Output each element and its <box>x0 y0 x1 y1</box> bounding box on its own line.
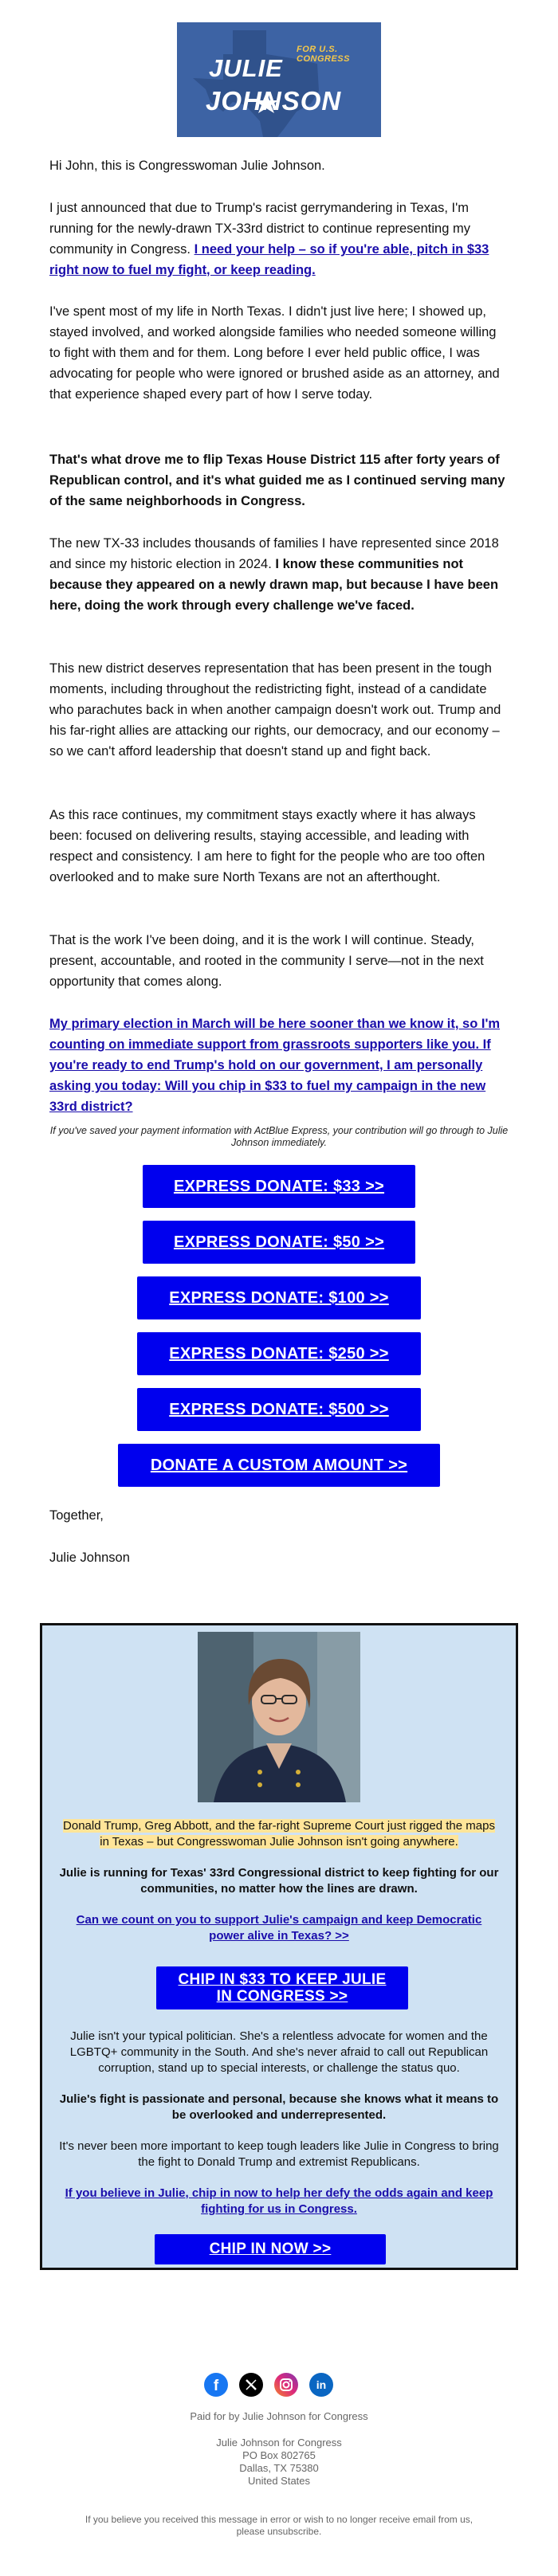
paragraph-4-text: The new TX-33 includes thousands of families I have represented since 2018 and since my historic election in 2024. <box>49 536 499 571</box>
express-donate-250-button[interactable]: EXPRESS DONATE: $250 >> <box>137 1332 421 1375</box>
support-julie-link[interactable]: Can we count on you to support Julie's campaign and keep Democratic power alive in Texas? >> <box>76 1913 482 1943</box>
signature <box>49 1547 509 1568</box>
promo-highlight-text: Donald Trump, Greg Abbott, and the far-right Supreme Court just rigged the maps in Texas – but Congresswoman Julie Johnson isn't going anywhere. <box>63 1819 495 1849</box>
linkedin-icon[interactable] <box>309 2373 333 2397</box>
paragraph-7 <box>49 930 509 992</box>
paragraph-4-bold: I know these communities not because they appeared on a newly drawn map, but because I have been here, doing the work through every challenge we've faced. <box>49 557 499 613</box>
express-donate-500-button[interactable]: EXPRESS DONATE: $500 >> <box>137 1388 421 1431</box>
facebook-icon[interactable] <box>204 2373 228 2397</box>
greeting-text: Hi John, this is Congresswoman Julie Johnson. <box>49 159 325 173</box>
paragraph-3 <box>49 449 509 512</box>
paragraph-6 <box>49 805 509 888</box>
paragraph-8 <box>49 1014 509 1117</box>
chip-in-33-keep-julie-button[interactable]: CHIP IN $33 TO KEEP JULIE IN CONGRESS >> <box>156 1966 408 2009</box>
logo-tagline-line2: CONGRESS <box>297 54 350 64</box>
signature-text: Julie Johnson <box>49 1551 130 1565</box>
footer-country: United States <box>247 2475 311 2487</box>
promo-link-2 <box>58 2186 500 2217</box>
footer-po-box: PO Box 802765 <box>242 2449 316 2461</box>
paragraph-1 <box>49 198 509 280</box>
donate-custom-amount-button[interactable]: DONATE A CUSTOM AMOUNT >> <box>118 1444 440 1487</box>
unsubscribe-note <box>49 2514 509 2538</box>
pitch-in-link[interactable]: I need your help – so if you're able, pitch in $33 right now to fuel my fight, or keep reading. <box>49 242 489 277</box>
paragraph-7-text: That is the work I've been doing, and it is the work I will continue. Steady, present, accountable, and rooted in the community I serve—not in the next opportunity that comes along. <box>49 933 484 989</box>
paragraph-3-text: That's what drove me to flip Texas House District 115 after forty years of Republican control, and it's what guided me as I continued serving many of the same neighborhoods in Congress. <box>49 453 505 508</box>
promo-text-1: Julie isn't your typical politician. She's a relentless advocate for women and the LGBTQ+ community in the South. And she's never afraid to call out Republican corruption, stand up to special interests, or challenge the status quo. <box>69 2029 489 2075</box>
x-icon[interactable] <box>239 2373 263 2397</box>
promo-link-1 <box>58 1912 500 1944</box>
express-donate-100-button[interactable]: EXPRESS DONATE: $100 >> <box>137 1276 421 1319</box>
instagram-icon[interactable] <box>274 2373 298 2397</box>
footer-address <box>49 2437 509 2488</box>
promo-highlight <box>58 1818 500 1850</box>
logo-last-name: JOHNSON <box>206 86 342 116</box>
express-donate-33-button[interactable]: EXPRESS DONATE: $33 >> <box>143 1165 415 1208</box>
campaign-logo <box>177 22 381 137</box>
signoff-text: Together, <box>49 1508 104 1523</box>
promo-box <box>40 1623 518 2270</box>
svg-text:in: in <box>316 2378 327 2391</box>
signoff <box>49 1505 509 1526</box>
footer-city: Dallas, TX 75380 <box>239 2462 319 2474</box>
paid-for-by: Paid for by Julie Johnson for Congress <box>190 2410 368 2422</box>
greeting <box>49 155 509 176</box>
chip-in-33-link[interactable]: My primary election in March will be here sooner than we know it, so I'm counting on immediate support from grassroots supporters like you. If you're ready to end Trump's hold on our government, I am personally asking you today: Will you chip in $33 to fuel my campaign in the new 33rd district? <box>49 1017 501 1114</box>
paragraph-5-text: This new district deserves representation that has been present in the tough moments, including throughout the redistricting fight, instead of a candidate who parachutes back in when another campaign doesn't work out. Trump and his far-right allies are attacking our rights, our democracy, and our economy – so we can't afford leadership that doesn't stand up and fight back. <box>49 661 501 759</box>
promo-text-2: It's never been more important to keep tough leaders like Julie in Congress to bring the fight to Donald Trump and extremist Republicans. <box>59 2139 499 2169</box>
paragraph-1-text: I just announced that due to Trump's racist gerrymandering in Texas, I'm running for the newly-drawn TX-33rd district to continue representing my community in Congress. <box>49 201 470 257</box>
paragraph-2-text: I've spent most of my life in North Texas. I didn't just live here; I showed up, stayed involved, and worked alongside families who needed someone willing to fight with them and for them. Long before I ever held public office, I was advocating for people who were ignored or brushed aside as an attorney, and that experience shaped every part of how I serve today. <box>49 304 500 402</box>
paragraph-5 <box>49 658 509 762</box>
express-donate-50-button[interactable]: EXPRESS DONATE: $50 >> <box>143 1221 415 1264</box>
candidate-photo <box>198 1632 360 1802</box>
unsubscribe-text[interactable]: If you believe you received this message in error or wish to no longer receive email from us, please unsubscribe. <box>84 2514 474 2537</box>
paragraph-6-text: As this race continues, my commitment stays exactly where it has always been: focused on delivering results, staying accessible, and leading with respect and consistency. I am here to fight for the people who are too often overlooked and to make sure North Texans are not an afterthought. <box>49 808 485 884</box>
paragraph-2 <box>49 301 509 405</box>
paragraph-4 <box>49 533 509 616</box>
actblue-note: If you've saved your payment information with ActBlue Express, your contribution will go through to Julie Johnson immediately. <box>49 1125 509 1148</box>
logo-tagline <box>297 45 350 64</box>
promo-bold-2: Julie's fight is passionate and personal, because she knows what it means to be overlooked and underrepresented. <box>59 2092 499 2122</box>
logo-first-name: JULIE <box>209 54 283 82</box>
believe-in-julie-link[interactable]: If you believe in Julie, chip in now to help her defy the odds again and keep fighting for us in Congress. <box>65 2186 493 2216</box>
logo-tagline-line1: FOR U.S. <box>297 45 338 54</box>
svg-text:f: f <box>213 2378 219 2394</box>
chip-in-now-button[interactable]: CHIP IN NOW >> <box>155 2234 386 2264</box>
footer-org: Julie Johnson for Congress <box>216 2437 342 2449</box>
promo-bold-1: Julie is running for Texas' 33rd Congressional district to keep fighting for our communities, no matter how the lines are drawn. <box>59 1866 499 1896</box>
